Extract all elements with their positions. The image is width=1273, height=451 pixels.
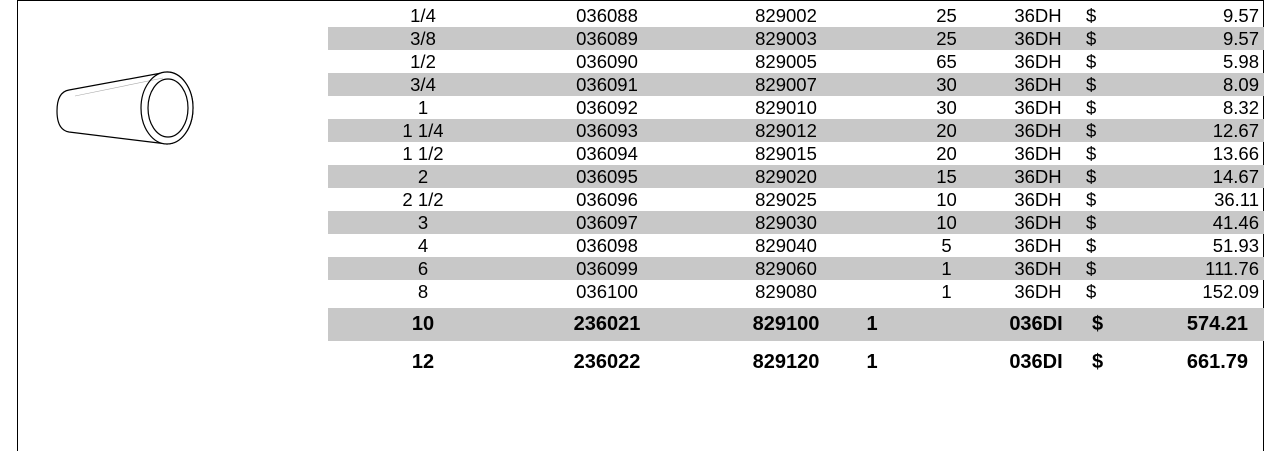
code-cell: 36DH [1014, 27, 1062, 49]
part-number-cell: 036088 [576, 4, 638, 26]
code-cell: 36DH [1014, 96, 1062, 118]
currency-cell: $ [1086, 142, 1097, 164]
table-row [328, 234, 1264, 257]
code-cell: 36DH [1014, 4, 1062, 26]
quantity-cell: 30 [936, 96, 957, 118]
currency-cell: $ [1086, 73, 1097, 95]
price-cell: 14.67 [1212, 165, 1259, 187]
code-cell: 36DH [1014, 234, 1062, 256]
quantity-cell: 20 [936, 119, 957, 141]
size-cell: 12 [411, 351, 435, 373]
quantity-cell: 30 [936, 73, 957, 95]
currency-cell: $ [1086, 211, 1097, 233]
part-number-cell: 036097 [576, 211, 638, 233]
quantity-cell: 65 [936, 50, 957, 72]
catalog-number-cell: 829080 [755, 280, 817, 302]
size-cell: 1 1/2 [402, 142, 444, 164]
catalog-number-cell: 829003 [755, 27, 817, 49]
catalog-number-cell: 829020 [755, 165, 817, 187]
currency-cell: $ [1092, 351, 1104, 373]
code-cell: 36DH [1014, 165, 1062, 187]
price-cell: 9.57 [1222, 27, 1259, 49]
part-number-cell: 036096 [576, 188, 638, 210]
size-cell: 6 [417, 257, 429, 279]
size-cell: 1 [417, 96, 429, 118]
size-cell: 4 [417, 234, 429, 256]
table-row [328, 142, 1264, 165]
catalog-number-cell: 829030 [755, 211, 817, 233]
price-table [328, 4, 1264, 379]
quantity-cell: 1 [941, 280, 952, 302]
size-cell: 3/4 [410, 73, 436, 95]
code-cell: 036DI [1009, 313, 1063, 335]
catalog-number-cell: 829100 [752, 313, 820, 335]
catalog-number-cell: 829120 [752, 351, 820, 373]
part-number-cell: 236021 [573, 313, 641, 335]
code-cell: 36DH [1014, 119, 1062, 141]
catalog-number-cell: 829002 [755, 4, 817, 26]
part-number-cell: 036091 [576, 73, 638, 95]
table-row [328, 73, 1264, 96]
currency-cell: $ [1086, 27, 1097, 49]
code-cell: 36DH [1014, 188, 1062, 210]
quantity-cell: 15 [936, 165, 957, 187]
quantity-cell: 25 [936, 4, 957, 26]
code-cell: 36DH [1014, 73, 1062, 95]
currency-cell: $ [1086, 119, 1097, 141]
size-cell: 2 1/2 [402, 188, 444, 210]
price-cell: 41.46 [1212, 211, 1259, 233]
code-cell: 036DI [1009, 351, 1063, 373]
table-row [328, 280, 1264, 303]
price-cell: 9.57 [1222, 4, 1259, 26]
price-cell: 51.93 [1212, 234, 1259, 256]
table-row [328, 96, 1264, 119]
part-number-cell: 036095 [576, 165, 638, 187]
quantity-cell: 1 [866, 313, 878, 335]
size-cell: 1 1/4 [402, 119, 444, 141]
catalog-number-cell: 829012 [755, 119, 817, 141]
price-cell: 152.09 [1202, 280, 1259, 302]
price-cell: 8.09 [1222, 73, 1259, 95]
currency-cell: $ [1086, 188, 1097, 210]
catalog-number-cell: 829060 [755, 257, 817, 279]
currency-cell: $ [1086, 50, 1097, 72]
part-number-cell: 036092 [576, 96, 638, 118]
currency-cell: $ [1092, 313, 1104, 335]
quantity-cell: 25 [936, 27, 957, 49]
part-number-cell: 236022 [573, 351, 641, 373]
quantity-cell: 20 [936, 142, 957, 164]
table-row [328, 211, 1264, 234]
quantity-cell: 1 [941, 257, 952, 279]
price-cell: 661.79 [1186, 351, 1248, 373]
frame-left-border [17, 0, 18, 451]
price-cell: 111.76 [1205, 257, 1259, 279]
table-row [328, 346, 1264, 379]
table-row [328, 308, 1264, 341]
table-row [328, 119, 1264, 142]
size-cell: 3 [417, 211, 429, 233]
quantity-cell: 10 [936, 211, 957, 233]
size-cell: 1/2 [410, 50, 436, 72]
frame-top-border [17, 0, 1264, 1]
quantity-cell: 10 [936, 188, 957, 210]
currency-cell: $ [1086, 4, 1097, 26]
price-cell: 36.11 [1214, 188, 1259, 210]
quantity-cell: 1 [866, 351, 878, 373]
table-row [328, 27, 1264, 50]
code-cell: 36DH [1014, 142, 1062, 164]
currency-cell: $ [1086, 96, 1097, 118]
part-number-cell: 036090 [576, 50, 638, 72]
size-cell: 8 [417, 280, 429, 302]
currency-cell: $ [1086, 257, 1097, 279]
currency-cell: $ [1086, 280, 1097, 302]
price-cell: 8.32 [1222, 96, 1259, 118]
catalog-number-cell: 829025 [755, 188, 817, 210]
catalog-number-cell: 829010 [755, 96, 817, 118]
price-cell: 12.67 [1212, 119, 1259, 141]
currency-cell: $ [1086, 234, 1097, 256]
code-cell: 36DH [1014, 211, 1062, 233]
catalog-number-cell: 829015 [755, 142, 817, 164]
catalog-number-cell: 829005 [755, 50, 817, 72]
price-cell: 13.66 [1212, 142, 1259, 164]
table-row [328, 188, 1264, 211]
price-cell: 574.21 [1186, 313, 1248, 335]
code-cell: 36DH [1014, 257, 1062, 279]
size-cell: 3/8 [410, 27, 436, 49]
price-cell: 5.98 [1222, 50, 1259, 72]
size-cell: 2 [417, 165, 429, 187]
table-row [328, 4, 1264, 27]
quantity-cell: 5 [941, 234, 952, 256]
table-row [328, 257, 1264, 280]
table-row [328, 165, 1264, 188]
part-number-cell: 036094 [576, 142, 638, 164]
part-number-cell: 036093 [576, 119, 638, 141]
part-number-cell: 036099 [576, 257, 638, 279]
part-number-cell: 036089 [576, 27, 638, 49]
pipe-coupling-icon [55, 66, 205, 146]
currency-cell: $ [1086, 165, 1097, 187]
code-cell: 36DH [1014, 50, 1062, 72]
code-cell: 36DH [1014, 280, 1062, 302]
catalog-number-cell: 829007 [755, 73, 817, 95]
part-number-cell: 036098 [576, 234, 638, 256]
size-cell: 10 [411, 313, 435, 335]
table-row [328, 50, 1264, 73]
catalog-number-cell: 829040 [755, 234, 817, 256]
part-number-cell: 036100 [576, 280, 638, 302]
size-cell: 1/4 [410, 4, 436, 26]
